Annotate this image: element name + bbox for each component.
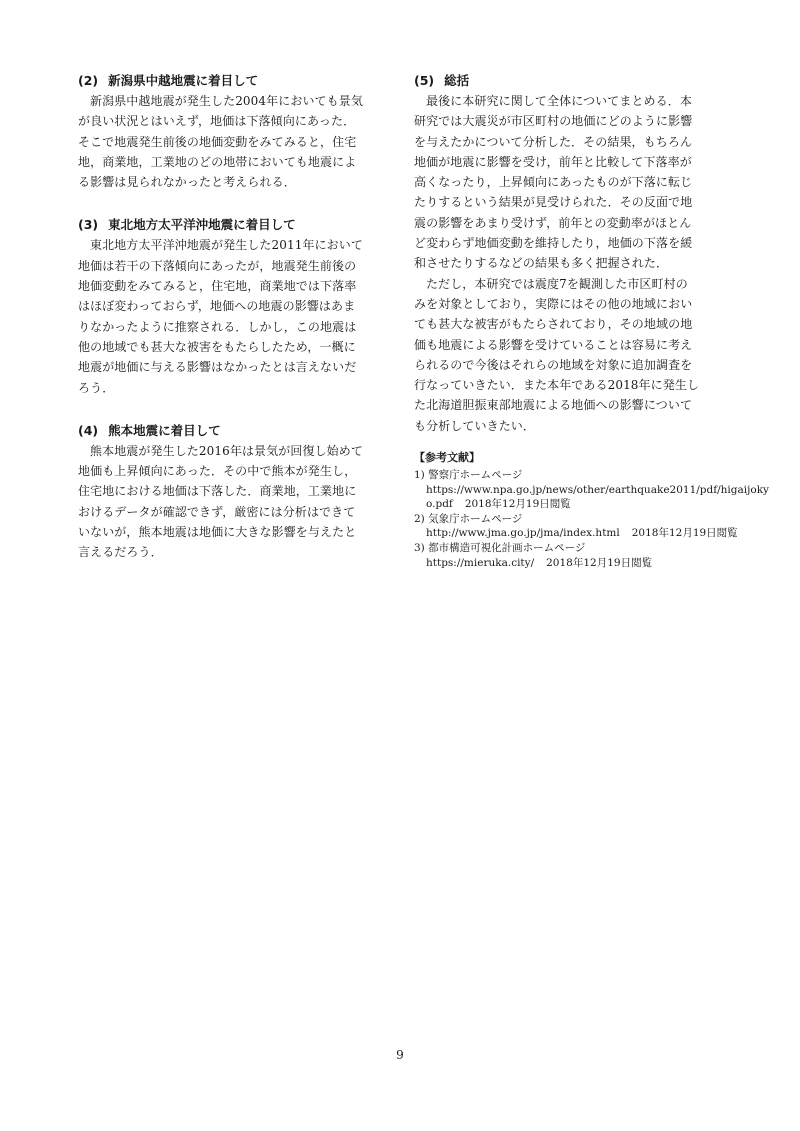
text-line: 地価が地震に影響を受け，前年と比較して下落率が — [414, 154, 692, 169]
text-line: た北海道胆振東部地震による地価への影響について — [414, 398, 693, 413]
text-line: りなかったように推察される．しかし，この地震は — [78, 319, 357, 334]
reference-label: 3) 都市構造可視化計画ホームページ — [414, 542, 586, 555]
right-column — [414, 71, 769, 570]
section-body — [78, 91, 386, 192]
text-line: 地，商業地，工業地のどの地帯においても地震によ — [78, 154, 357, 169]
references — [414, 450, 769, 570]
reference-access-date: 2018年12月19日閲覧 — [631, 527, 738, 540]
left-column — [78, 71, 386, 586]
summary-paragraph-1 — [414, 91, 722, 274]
reference-url[interactable]: https://mieruka.city/ — [426, 556, 535, 569]
text-line: 地価変動をみてみると，住宅地，商業地では下落率 — [78, 279, 357, 294]
section-body — [78, 441, 386, 563]
reference-label: 1) 警察庁ホームページ — [414, 469, 523, 482]
section-title: 熊本地震に着目して — [108, 422, 221, 438]
text-line: 高くなったり，上昇傾向にあったものが下落に転じ — [414, 175, 693, 190]
section-number: (2) — [78, 73, 99, 88]
reference-item — [414, 541, 722, 570]
text-line: 価も地震による影響を受けていることは容易に考え — [414, 337, 693, 352]
section-tohoku — [78, 215, 386, 397]
reference-url-row — [414, 526, 738, 541]
text-line: 熊本地震が発生した2016年は景気が回復し始めて — [90, 443, 363, 458]
text-line: 東北地方太平洋沖地震が発生した2011年において — [90, 238, 363, 253]
section-summary — [414, 71, 722, 436]
text-line: 地価は若干の下落傾向にあったが，地震発生前後の — [78, 258, 357, 273]
section-heading — [78, 421, 386, 441]
reference-url-row — [414, 556, 722, 571]
reference-item — [414, 512, 738, 541]
text-line: みを対象としており，実際にはその他の地域におい — [414, 296, 693, 311]
text-line: 新潟県中越地震が発生した2004年においても景気 — [90, 94, 363, 108]
section-title: 東北地方太平洋沖地震に着目して — [108, 217, 296, 233]
summary-paragraph-2 — [414, 274, 722, 436]
reference-url[interactable]: http://www.jma.go.jp/jma/index.html — [426, 527, 620, 540]
section-body — [78, 235, 386, 397]
text-line: る影響は見られなかったと考えられる． — [78, 175, 296, 190]
reference-url[interactable]: https://www.npa.go.jp/news/other/earthquake2011/pdf/higaijoky — [426, 483, 769, 496]
section-title: 新潟県中越地震に着目して — [108, 73, 259, 88]
reference-access-date: 2018年12月19日閲覧 — [546, 556, 653, 569]
text-line: 住宅地における地価は下落した．商業地，工業地に — [78, 484, 357, 499]
text-line: ただし，本研究では震度7を観測した市区町村の — [426, 276, 688, 291]
reference-access-date: 2018年12月19日閲覧 — [464, 498, 571, 511]
text-line: も分析していきたい． — [414, 418, 536, 433]
section-heading — [414, 71, 722, 91]
section-number: (3) — [78, 217, 99, 233]
text-line: ても甚大な被害がもたらされており，その地域の地 — [414, 317, 693, 332]
text-line: 地震が地価に与える影響はなかったとは言えないだ — [78, 360, 357, 375]
text-line: 和させたりするなどの結果も多く把握された． — [414, 256, 669, 271]
text-line: 他の地域でも甚大な被害をもたらしたため，一概に — [78, 339, 356, 354]
text-line: いないが，熊本地震は地価に大きな影響を与えたと — [78, 525, 357, 540]
section-heading — [78, 71, 386, 91]
text-line: 地価も上昇傾向にあった．その中で熊本が発生し， — [78, 464, 357, 479]
text-line: が良い状況とはいえず，地価は下落傾向にあった． — [78, 114, 356, 129]
text-line: 最後に本研究に関して全体についてまとめる．本 — [426, 94, 692, 108]
text-line: 行なっていきたい．また本年である2018年に発生し — [414, 378, 700, 393]
reference-url-continued — [414, 497, 722, 512]
text-line: られるので今後はそれらの地域を対象に追加調査を — [414, 357, 693, 372]
text-line: 震の影響をあまり受けず，前年との変動率がほとん — [414, 215, 692, 230]
text-line: たりするという結果が見受けられた．その反面で地 — [414, 195, 693, 210]
reference-label: 2) 気象庁ホームページ — [414, 512, 523, 525]
section-niigata — [78, 71, 386, 192]
reference-url-tail[interactable]: o.pdf — [426, 498, 453, 511]
text-line: はほぼ変わっておらず，地価への地震の影響はあま — [78, 299, 356, 314]
reference-item — [414, 468, 769, 512]
page-number: 9 — [396, 1048, 404, 1062]
references-title: 【参考文献】 — [414, 451, 480, 465]
section-number: (5) — [414, 73, 435, 88]
section-number: (4) — [78, 422, 99, 438]
section-kumamoto — [78, 421, 386, 563]
section-heading — [78, 215, 386, 235]
text-line: そこで地震発生前後の地価変動をみてみると，住宅 — [78, 134, 357, 149]
section-title: 総括 — [444, 73, 470, 88]
text-line: おけるデータが確認できず，厳密には分析はできて — [78, 504, 356, 519]
text-line: 言えるだろう． — [78, 545, 163, 560]
text-line: を与えたかについて分析した．その結果，もちろん — [414, 134, 693, 149]
text-line: ど変わらず地価変動を維持したり，地価の下落を緩 — [414, 236, 693, 251]
text-line: ろう． — [78, 380, 115, 395]
text-line: 研究では大震災が市区町村の地価にどのように影響 — [414, 114, 693, 129]
